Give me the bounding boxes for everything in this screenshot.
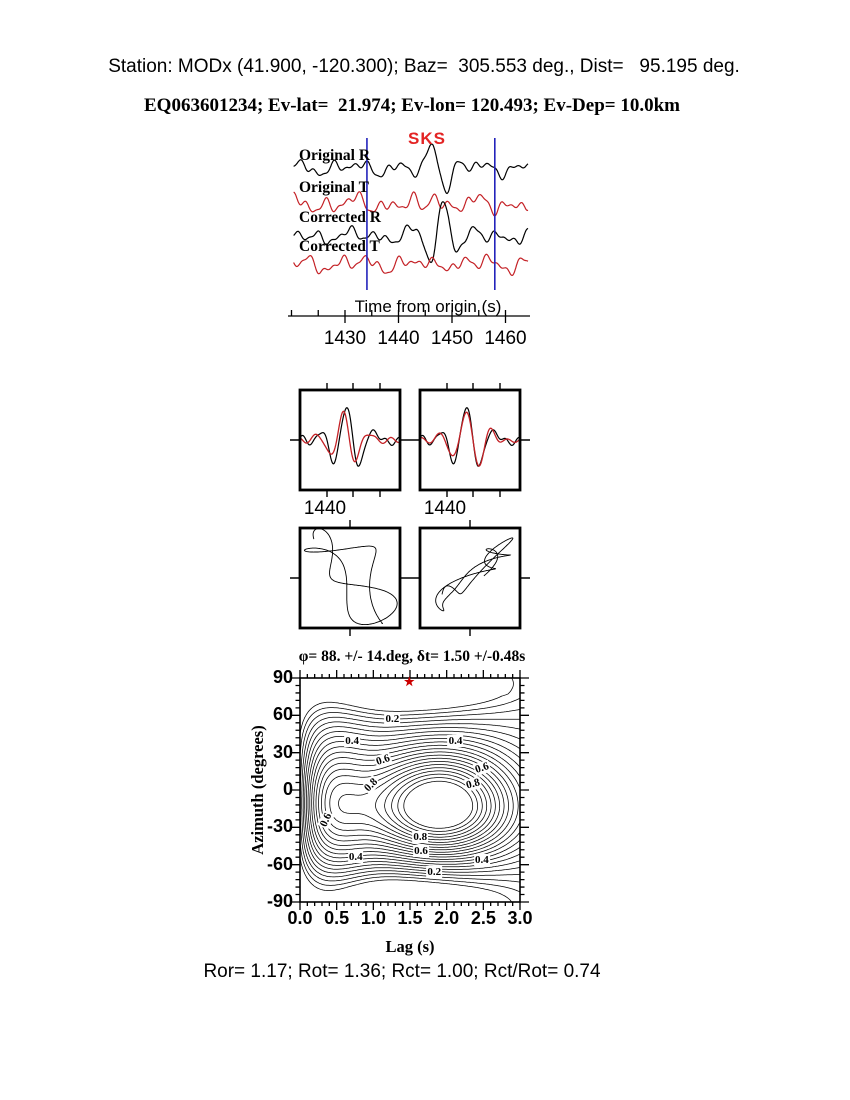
hodogram-corrected (436, 538, 513, 611)
azimuth-tick-label: 0 (282, 779, 293, 799)
hodogram-corrected-box (420, 528, 520, 628)
trace-corrected-t (294, 254, 528, 275)
zoom-tick-label-left: 1440 (303, 498, 347, 519)
azimuth-tick-label: -90 (266, 891, 293, 911)
zoom-waveform-red (300, 411, 399, 461)
contour-value-label: 0.8 (464, 776, 482, 792)
trace-label-original-t: Original T (299, 179, 369, 196)
trace-label-corrected-r: Corrected R (299, 209, 381, 226)
contour-level-line (404, 781, 473, 828)
lag-tick-label: 2.5 (470, 908, 496, 928)
azimuth-tick-label: 30 (272, 741, 293, 762)
hodogram-original-box (300, 528, 400, 628)
lag-tick-label: 1.0 (360, 908, 386, 928)
contour-value-label: 0.6 (473, 759, 491, 776)
time-tick-label: 1440 (377, 328, 420, 349)
contour-value-label: 0.4 (448, 735, 463, 748)
lag-tick-label: 0.5 (324, 908, 350, 928)
lag-tick-label: 2.0 (434, 908, 460, 928)
contour-value-label: 0.2 (385, 713, 400, 726)
azimuth-tick-label: -60 (266, 853, 293, 874)
azimuth-tick-label: 60 (272, 704, 293, 725)
energy-ratio-stats: Ror= 1.17; Rot= 1.36; Rct= 1.00; Rct/Rot= 0.74 (203, 961, 601, 982)
station-header: Station: MODx (41.900, -120.300); Baz= 305.553 deg., Dist= 95.195 deg. (108, 56, 740, 77)
trace-label-original-r: Original R (299, 147, 371, 164)
hodogram-original (304, 529, 397, 625)
zoom-tick-label-right: 1440 (423, 498, 467, 519)
contour-value-label: 0.4 (474, 853, 489, 866)
hodogram-original-ticks (290, 520, 410, 636)
hodogram-corrected-ticks (410, 520, 530, 636)
zoom-box-ticks (410, 383, 530, 497)
contour-value-label: 0.6 (374, 752, 392, 768)
trace-label-corrected-t: Corrected T (299, 238, 380, 255)
phase-label: SKS (408, 129, 446, 148)
event-header: EQ063601234; Ev-lat= 21.974; Ev-lon= 120.493; Ev-Dep= 10.0km (144, 95, 680, 116)
contour-value-label: 0.6 (317, 811, 334, 829)
time-tick-label: 1450 (430, 328, 474, 349)
azimuth-tick-label: 90 (272, 667, 293, 687)
lag-tick-label: 3.0 (507, 908, 533, 928)
contour-value-label: 0.4 (345, 735, 359, 748)
contour-lines (300, 678, 520, 902)
time-axis-label: Time from origin (s) (354, 297, 502, 316)
lag-tick-label: 0.0 (287, 908, 313, 928)
azimuth-tick-label: -30 (266, 816, 293, 837)
contour-value-label: 0.8 (362, 775, 381, 795)
lag-axis-label: Lag (s) (385, 937, 435, 956)
time-tick-label: 1460 (484, 328, 527, 349)
contour-level-line (310, 738, 520, 864)
contour-value-label: 0.8 (413, 831, 428, 844)
lag-tick-label: 1.5 (397, 908, 423, 928)
azimuth-axis-label: Azimuth (degrees) (248, 725, 267, 855)
splitting-result-title: φ= 88. +/- 14.deg, δt= 1.50 +/-0.48s (298, 648, 526, 665)
time-tick-label: 1430 (323, 328, 367, 349)
contour-value-label: 0.4 (348, 851, 363, 864)
contour-value-label: 0.6 (414, 844, 428, 857)
contour-value-label: 0.2 (427, 866, 442, 879)
